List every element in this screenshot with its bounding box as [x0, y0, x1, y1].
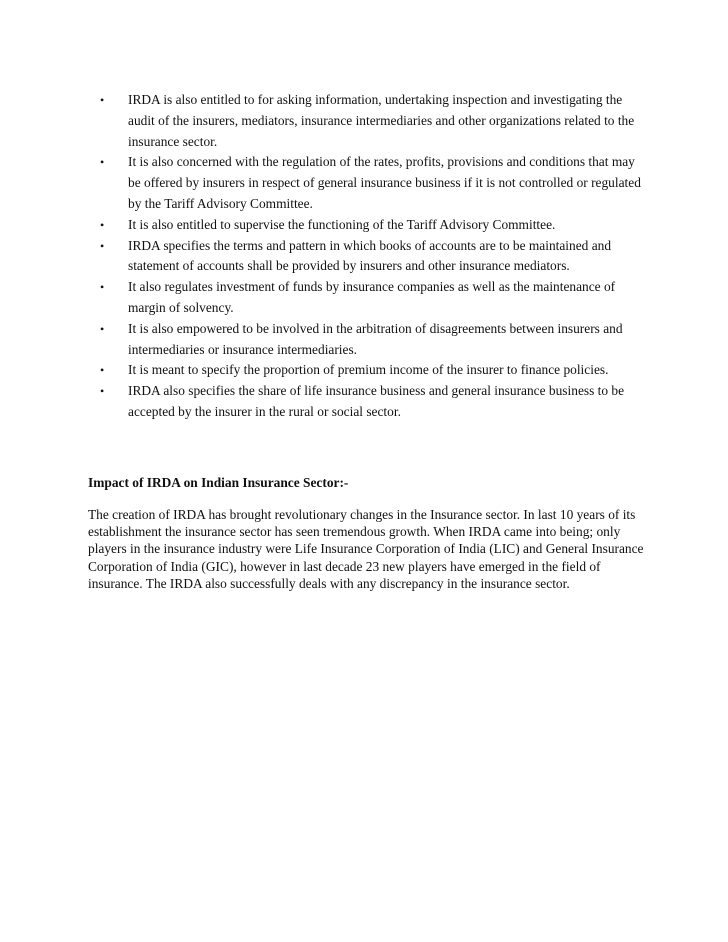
list-item [88, 215, 648, 236]
list-item [88, 277, 648, 319]
list-item [88, 360, 648, 381]
list-item-text: IRDA also specifies the share of life insurance business and general insurance business to be accepted by the insurer in the rural or social sector. [128, 383, 625, 419]
list-item [88, 381, 648, 423]
list-item-text: It also regulates investment of funds by insurance companies as well as the maintenance of margin of solvency. [128, 279, 616, 315]
list-item-text: IRDA specifies the terms and pattern in which books of accounts are to be maintained and statement of accounts shall be provided by insurers and other insurance mediators. [128, 237, 612, 274]
irda-functions-list [88, 90, 648, 423]
bullet-icon: • [100, 238, 105, 253]
list-item [88, 236, 648, 278]
bullet-icon: • [100, 321, 105, 336]
bullet-icon: • [100, 155, 105, 170]
list-item [88, 152, 648, 214]
list-item [88, 319, 648, 361]
list-item [88, 90, 648, 152]
bullet-icon: • [100, 280, 105, 295]
section-heading: Impact of IRDA on Indian Insurance Sector:- [88, 475, 349, 490]
list-item-text: IRDA is also entitled to for asking information, undertaking inspection and investigating the audit of the insurers, mediators, insurance intermediaries and other organizations related to the insurance sector. [128, 92, 635, 149]
list-item-text: It is also empowered to be involved in the arbitration of disagreements between insurers and intermediaries or insurance intermediaries. [128, 320, 623, 357]
section-paragraph: The creation of IRDA has brought revolutionary changes in the Insurance sector. In last 10 years of its establishment the insurance sector has seen tremendous growth. When IRDA came into being; only players in the insurance industry were Life Insurance Corporation of India (LIC) and General Insurance Corporation of India (GIC), however in last decade 23 new players have emerged in the field of insurance. The IRDA also successfully deals with any discrepancy in the insurance sector. [88, 507, 644, 591]
bullet-icon: • [100, 384, 105, 399]
list-item-text: It is also entitled to supervise the functioning of the Tariff Advisory Committee. [128, 216, 556, 232]
bullet-icon: • [100, 363, 105, 378]
list-item-text: It is also concerned with the regulation of the rates, profits, provisions and conditions that may be offered by insurers in respect of general insurance business if it is not controlled or regulated by the Tariff Advisory Committee. [128, 154, 641, 211]
list-item-text: It is meant to specify the proportion of premium income of the insurer to finance policies. [128, 362, 609, 378]
bullet-icon: • [100, 93, 105, 107]
bullet-icon: • [100, 217, 105, 232]
